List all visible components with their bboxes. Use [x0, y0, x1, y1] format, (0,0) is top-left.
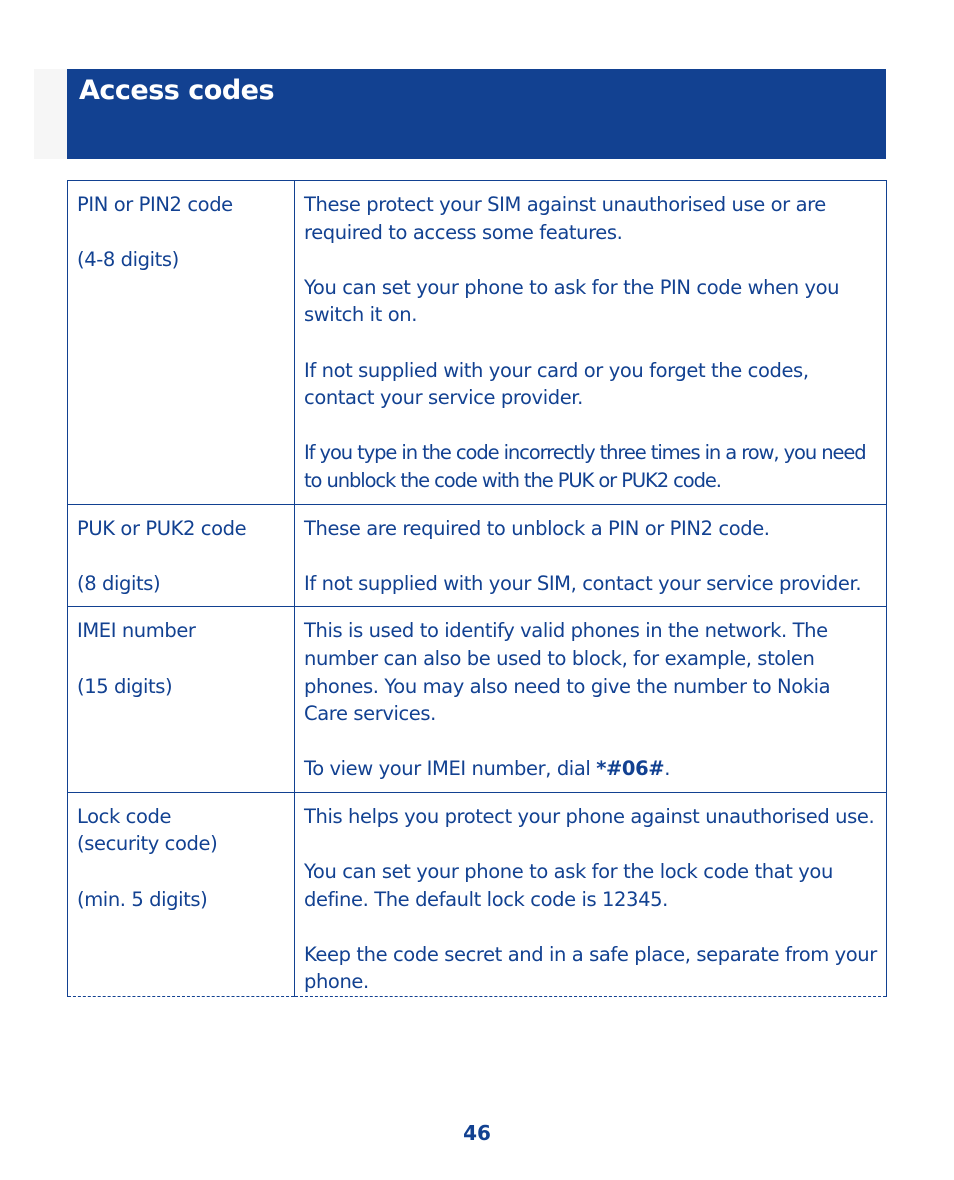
code-description-cell: [295, 607, 887, 793]
code-name-cell: [68, 792, 295, 996]
code-name: PUK or PUK2 code: [77, 516, 247, 540]
description-paragraph: You can set your phone to ask for the PIN code when you switch it on.: [304, 275, 840, 327]
table-row: [68, 607, 887, 793]
description-paragraph: Keep the code secret and in a safe place, separate from your phone.: [304, 942, 877, 994]
margin-shade: [34, 69, 67, 159]
description-paragraph: If you type in the code incorrectly three times in a row, you need to unblock the code with the PUK or PUK2 code.: [304, 441, 866, 492]
description-paragraph: If not supplied with your card or you forget the codes, contact your service provider.: [304, 358, 809, 410]
imei-code: *#06#: [596, 757, 665, 781]
code-name: Lock code (security code): [77, 804, 218, 856]
description-paragraph: This is used to identify valid phones in the network. The number can also be used to block, for example, stolen phones. You may also need to give the number to Nokia Care services.: [304, 619, 831, 726]
section-header: [67, 69, 886, 159]
description-paragraph: These are required to unblock a PIN or PIN2 code.: [304, 516, 770, 540]
table-row: [68, 181, 887, 505]
access-codes-table: [67, 180, 887, 997]
page-title: Access codes: [79, 75, 275, 106]
code-name-cell: [68, 181, 295, 505]
description-paragraph: If not supplied with your SIM, contact your service provider.: [304, 571, 862, 595]
imei-dial-instruction: [304, 755, 878, 783]
description-paragraph: You can set your phone to ask for the lock code that you define. The default lock code is 12345.: [304, 860, 833, 911]
code-digits: (15 digits): [77, 674, 173, 698]
description-paragraph: This helps you protect your phone against unauthorised use.: [304, 804, 875, 828]
table-row: [68, 504, 887, 607]
imei-prefix: To view your IMEI number, dial: [304, 757, 597, 781]
code-digits: (8 digits): [77, 571, 161, 595]
code-digits: (4-8 digits): [77, 248, 179, 272]
imei-suffix: .: [664, 757, 671, 781]
code-description-cell: [295, 504, 887, 607]
code-description-cell: [295, 181, 887, 505]
table-row: [68, 792, 887, 996]
page-number: 46: [463, 1121, 491, 1145]
code-name: IMEI number: [77, 619, 196, 643]
code-description-cell: [295, 792, 887, 996]
code-name-cell: [68, 504, 295, 607]
code-digits: (min. 5 digits): [77, 887, 208, 911]
description-paragraph: These protect your SIM against unauthorised use or are required to access some features.: [304, 193, 826, 244]
code-name: PIN or PIN2 code: [77, 193, 233, 216]
code-name-cell: [68, 607, 295, 793]
